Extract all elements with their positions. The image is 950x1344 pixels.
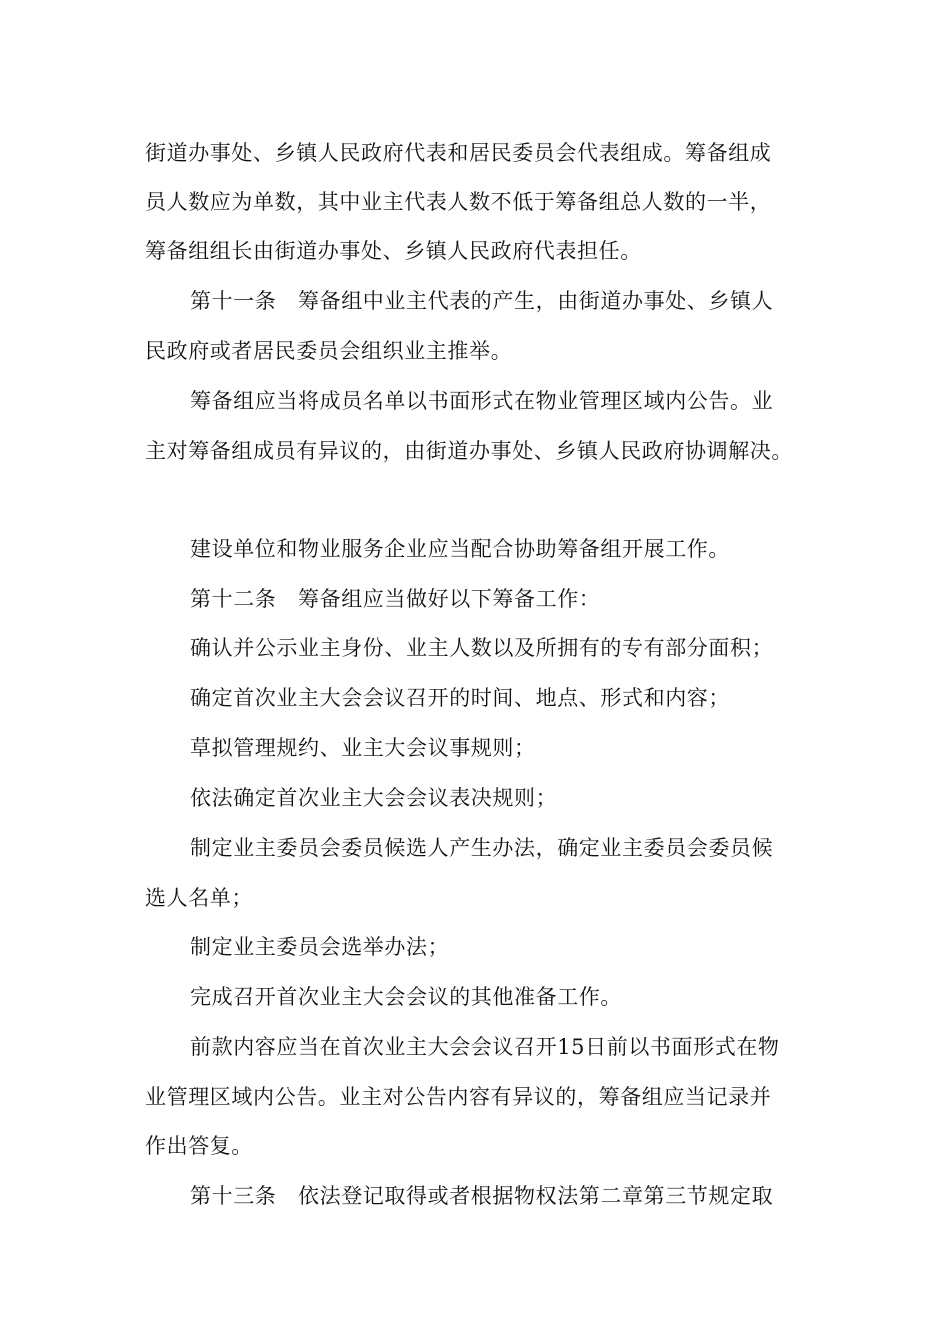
list-item: 草拟管理规约、业主大会议事规则；	[190, 736, 536, 760]
list-item: 确认并公示业主身份、业主人数以及所拥有的专有部分面积；	[190, 636, 774, 660]
article-12-heading: 第十二条 筹备组应当做好以下筹备工作：	[190, 587, 601, 611]
list-item: 完成召开首次业主大会会议的其他准备工作。	[190, 985, 622, 1009]
text-line: 民政府或者居民委员会组织业主推举。	[145, 339, 513, 363]
list-item: 依法确定首次业主大会会议表决规则；	[190, 786, 558, 810]
text-line: 街道办事处、乡镇人民政府代表和居民委员会代表组成。筹备组成	[145, 141, 772, 165]
list-item: 确定首次业主大会会议召开的时间、地点、形式和内容；	[190, 686, 730, 710]
list-item: 制定业主委员会委员候选人产生办法，确定业主委员会委员候	[190, 836, 774, 860]
text-line: 主对筹备组成员有异议的，由街道办事处、乡镇人民政府协调解决。	[145, 439, 793, 463]
article-11-heading: 第十一条 筹备组中业主代表的产生，由街道办事处、乡镇人	[190, 289, 774, 313]
list-item: 制定业主委员会选举办法；	[190, 935, 450, 959]
text-line: 作出答复。	[145, 1134, 253, 1158]
text-line: 筹备组应当将成员名单以书面形式在物业管理区域内公告。业	[190, 389, 774, 413]
text-line: 筹备组组长由街道办事处、乡镇人民政府代表担任。	[145, 239, 642, 263]
text-line: 建设单位和物业服务企业应当配合协助筹备组开展工作。	[190, 537, 730, 561]
text-line: 业管理区域内公告。业主对公告内容有异议的，筹备组应当记录并	[145, 1085, 772, 1109]
text-line: 员人数应为单数，其中业主代表人数不低于筹备组总人数的一半，	[145, 190, 772, 214]
text-line: 前款内容应当在首次业主大会会议召开15日前以书面形式在物	[190, 1035, 780, 1059]
text-line: 选人名单；	[145, 886, 253, 910]
article-13-heading: 第十三条 依法登记取得或者根据物权法第二章第三节规定取	[190, 1184, 774, 1208]
